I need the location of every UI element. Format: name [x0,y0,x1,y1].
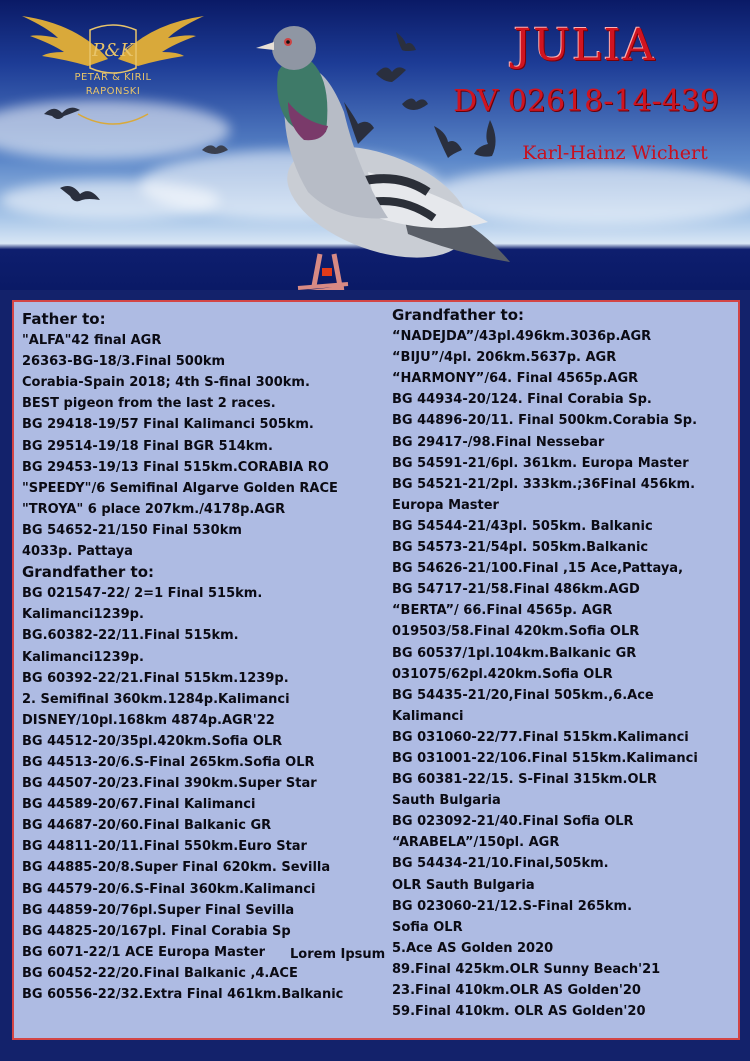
grandfather-heading: Grandfather to: [22,563,155,582]
record-line: BG 023060-21/12.S-Final 265km. [392,898,633,914]
record-line: Sauth Bulgaria [392,793,501,809]
grandfather-list [22,583,394,1005]
record-line: BG 031001-22/106.Final 515km.Kalimanci [392,750,698,766]
record-line: 89.Final 425km.OLR Sunny Beach'21 [392,961,661,977]
record-line: 23.Final 410km.OLR AS Golden'20 [392,983,641,998]
record-line: Corabia-Spain 2018; 4th S-final 300km. [22,375,310,391]
pigeon-name: JULIA [513,20,657,71]
breeder-logo [18,14,208,132]
cloud [0,180,220,220]
record-line: 2. Semifinal 360km.1284p.Kalimanci [22,691,290,707]
flying-bird-icon [58,180,102,210]
record-line: 59.Final 410km. OLR AS Golden'20 [392,1004,646,1020]
record-line: 26363-BG-18/3.Final 500km [22,354,226,370]
header-banner [0,0,750,290]
record-line: BG 54652-21/150 Final 530km [22,522,242,538]
record-line: BG 44934-20/124. Final Corabia Sp. [392,392,652,408]
record-line: BG 54521-21/2pl. 333km.;36Final 456km. [392,476,696,492]
record-line: “BIJU”/4pl. 206km.5637p. AGR [392,350,617,366]
record-line: BG 60381-22/15. S-Final 315km.OLR [392,772,657,788]
record-line: BG 54434-21/10.Final,505km. [392,856,609,872]
lorem-ipsum-text: Lorem Ipsum [290,947,386,962]
record-line: BEST pigeon from the last 2 races. [22,396,276,412]
record-line: BG 44687-20/60.Final Balkanic GR [22,818,272,834]
record-line: BG 6071-22/1 ACE Europa Master [22,944,266,960]
record-line: BG 023092-21/40.Final Sofia OLR [392,814,634,830]
record-line: “ARABELA”/150pl. AGR [392,835,560,851]
record-line: 4033p. Pattaya [22,544,133,560]
record-line: Sofia OLR [392,919,463,935]
record-line: Kalimanci1239p. [22,607,144,623]
record-line: Kalimanci [392,708,464,724]
father-heading: Father to: [22,310,106,328]
record-line: BG 54591-21/6pl. 361km. Europa Master [392,455,689,471]
record-line: BG 29453-19/13 Final 515km.CORABIA RO [22,459,329,475]
pedigree-panel [12,300,740,1040]
right-grandfather-heading: Grandfather to: [392,306,525,324]
record-line: DISNEY/10pl.168km 4874p.AGR'22 [22,712,275,728]
record-line: "ALFA"42 final AGR [22,333,162,349]
record-line: BG 54626-21/100.Final ,15 Ace,Pattaya, [392,561,684,577]
logo-line1: PETAR & KIRIL [74,72,152,83]
record-line: Europa Master [392,497,499,513]
record-line: BG 44512-20/35pl.420km.Sofia OLR [22,733,283,749]
record-line: “NADEJDA”/43pl.496km.3036p.AGR [392,329,652,345]
record-line: OLR Sauth Bulgaria [392,877,535,893]
record-line: BG 60556-22/32.Extra Final 461km.Balkanic [22,987,344,1002]
right-column [392,305,738,1022]
record-line: BG 60452-22/20.Final Balkanic ,4.ACE [22,965,298,981]
record-line: BG 44507-20/23.Final 390km.Super Star [22,776,317,792]
record-line: 031075/62pl.420km.Sofia OLR [392,666,613,682]
record-line: BG 54717-21/58.Final 486km.AGD [392,582,640,598]
record-line: BG 54544-21/43pl. 505km. Balkanic [392,518,653,534]
right-grandfather-list [392,326,738,1022]
father-list [22,330,394,562]
record-line: BG 44579-20/6.S-Final 360km.Kalimanci [22,881,316,897]
flying-bird-icon [200,138,230,158]
record-line: BG 29514-19/18 Final BGR 514km. [22,438,273,454]
left-column [22,309,394,1005]
record-line: "TROYA" 6 place 207km./4178p.AGR [22,501,286,517]
record-line: 019503/58.Final 420km.Sofia OLR [392,624,640,640]
logo-monogram: P&K [92,40,134,61]
record-line: BG 44885-20/8.Super Final 620km. Sevilla [22,860,331,876]
record-line: BG 021547-22/ 2=1 Final 515km. [22,586,263,602]
record-line: Kalimanci1239p. [22,649,144,665]
record-line: BG 44859-20/76pl.Super Final Sevilla [22,902,295,918]
record-line: BG 54435-21/20,Final 505km.,6.Ace [392,687,654,703]
record-line: "SPEEDY"/6 Semifinal Algarve Golden RACE [22,480,338,496]
record-line: BG 031060-22/77.Final 515km.Kalimanci [392,729,689,745]
record-line: BG 29418-19/57 Final Kalimanci 505km. [22,417,314,433]
record-line: “HARMONY”/64. Final 4565p.AGR [392,371,639,387]
record-line: BG 44589-20/67.Final Kalimanci [22,797,256,813]
record-line: BG 44825-20/167pl. Final Corabia Sp [22,923,291,939]
record-line: “BERTA”/ 66.Final 4565p. AGR [392,603,613,619]
record-line: BG 44896-20/11. Final 500km.Corabia Sp. [392,413,698,429]
breeder-name: Karl-Hainz Wichert [522,142,708,164]
record-line: 5.Ace AS Golden 2020 [392,940,554,956]
record-line: BG 44811-20/11.Final 550km.Euro Star [22,839,307,855]
logo-line2: RAPONSKI [85,86,141,97]
ring-number: DV 02618-14-439 [453,84,719,119]
record-line: BG 60392-22/21.Final 515km.1239p. [22,670,289,686]
record-line: BG 54573-21/54pl. 505km.Balkanic [392,540,649,556]
record-line: BG.60382-22/11.Final 515km. [22,628,239,644]
record-line: BG 44513-20/6.S-Final 265km.Sofia OLR [22,754,315,770]
record-line: BG 29417-/98.Final Nessebar [392,434,605,450]
record-line: BG 60537/1pl.104km.Balkanic GR [392,645,637,661]
